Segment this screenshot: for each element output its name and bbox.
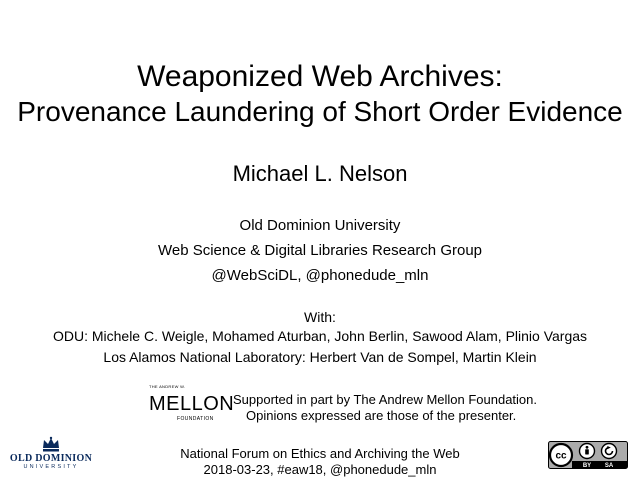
- odu-logo-university: UNIVERSITY: [23, 464, 79, 470]
- title-line-1: Weaponized Web Archives:: [137, 60, 503, 93]
- cc-by-sa-license-badge: [548, 441, 628, 469]
- cc-icon: [550, 444, 572, 466]
- event-date-tags: 2018-03-23, #eaw18, @phonedude_mln: [203, 462, 437, 477]
- mellon-logo-the-text: THE ANDREW W.: [149, 384, 186, 389]
- affiliation-group: Web Science & Digital Libraries Research Group: [157, 242, 483, 259]
- title-line-2: Provenance Laundering of Short Order Evidence: [17, 96, 623, 127]
- attribution-person-icon: [580, 444, 595, 459]
- odu-logo-name: OLD DOMINION: [9, 453, 93, 464]
- support-statement: Supported in part by The Andrew Mellon Foundation.: [233, 392, 538, 407]
- mellon-foundation-logo: [149, 384, 235, 424]
- mellon-logo-wordmark: MELLON: [149, 393, 235, 415]
- mellon-logo-foundation-text: FOUNDATION: [177, 416, 214, 422]
- collaborators-odu: ODU: Michele C. Weigle, Mohamed Aturban, John Berlin, Sawood Alam, Plinio Vargas: [52, 328, 588, 344]
- affiliation-university: Old Dominion University: [239, 217, 401, 234]
- author-name: Michael L. Nelson: [232, 161, 408, 186]
- opinions-disclaimer: Opinions expressed are those of the presenter.: [246, 408, 517, 423]
- collaborators-lanl: Los Alamos National Laboratory: Herbert Van de Sompel, Martin Klein: [103, 349, 537, 365]
- cc-icon-text: cc: [555, 450, 567, 462]
- affiliation-handles: @WebSciDL, @phonedude_mln: [211, 267, 429, 284]
- with-label: With:: [304, 309, 336, 325]
- share-alike-icon: [602, 444, 617, 459]
- event-name: National Forum on Ethics and Archiving the Web: [180, 446, 460, 461]
- cc-by-label: BY: [582, 463, 592, 469]
- cc-sa-label: SA: [604, 463, 614, 469]
